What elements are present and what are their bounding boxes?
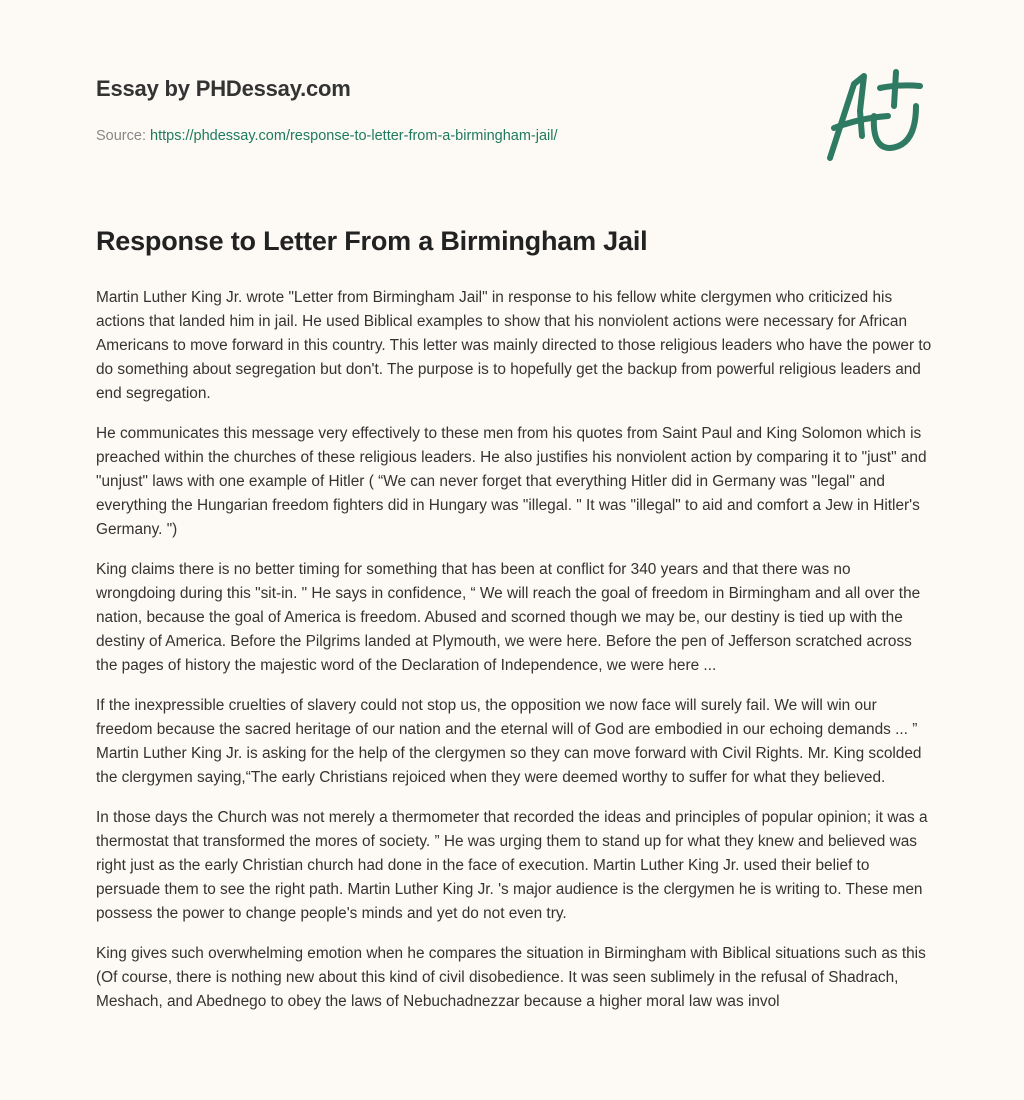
essay-paragraph: King claims there is no better timing for something that has been at conflict for 340 years and that there was no wrongdoing during this "sit-in. " He says in confidence, “ We will reach the goal of freedom in Birmingham and all over the nation, because the goal of America is freedom. Abused and scorned though we may be, our destiny is tied up with the destiny of America. Before the Pilgrims landed at Plymouth, we were here. Before the pen of Jefferson scratched across the pages of history the majestic word of the Declaration of Independence, we were here ... — [96, 561, 921, 674]
essay-paragraph: Martin Luther King Jr. wrote "Letter from Birmingham Jail" in response to his fellow white clergymen who criticized his actions that landed him in jail. He used Biblical examples to show that his nonviolent actions were necessary for African Americans to move forward in this country. This letter was mainly directed to those religious leaders who have the power to do something about segregation but don't. The purpose is to hopefully get the backup from powerful religious leaders and end segregation. — [96, 289, 932, 402]
source-line — [96, 128, 558, 144]
site-header — [96, 76, 558, 144]
a-plus-logo-icon — [820, 66, 930, 166]
essay-paragraph: He communicates this message very effectively to these men from his quotes from Saint Paul and King Solomon which is preached within the churches of these religious leaders. He also justifies his nonviolent action by comparing it to "just" and "unjust" laws with one example of Hitler ( “We can never forget that everything Hitler did in Germany was "legal" and everything the Hungarian freedom fighters did in Hungary was "illegal. " It was "illegal" to aid and comfort a Jew in Hitler's Germany. ") — [96, 425, 927, 538]
essay-paragraph: If the inexpressible cruelties of slavery could not stop us, the opposition we now face will surely fail. We will win our freedom because the sacred heritage of our nation and the eternal will of God are embodied in our echoing demands ... ” Martin Luther King Jr. is asking for the help of the clergymen so they can move forward with Civil Rights. Mr. King scolded the clergymen saying,“The early Christians rejoiced when they were deemed worthy to suffer for what they believed. — [96, 697, 922, 786]
essay-paragraph: King gives such overwhelming emotion when he compares the situation in Birmingham with Biblical situations such as this (Of course, there is nothing new about this kind of civil disobedience. It was seen sublimely in the refusal of Shadrach, Meshach, and Abednego to obey the laws of Nebuchadnezzar because a higher moral law was invol — [96, 945, 926, 1010]
essay-paragraph: In those days the Church was not merely a thermometer that recorded the ideas and principles of popular opinion; it was a thermostat that transformed the mores of society. ” He was urging them to stand up for what they knew and believed was right just as the early Christian church had done in the face of execution. Martin Luther King Jr. used their belief to persuade them to see the right path. Martin Luther King Jr. 's major audience is the clergymen he is writing to. These men possess the power to change people's minds and yet do not even try. — [96, 809, 928, 922]
source-label: Source: — [96, 128, 146, 144]
site-title: Essay by PHDessay.com — [96, 76, 351, 101]
source-link[interactable]: https://phdessay.com/response-to-letter-from-a-birmingham-jail/ — [150, 128, 558, 144]
essay-body — [96, 286, 932, 1030]
essay-title: Response to Letter From a Birmingham Jail — [96, 226, 648, 256]
